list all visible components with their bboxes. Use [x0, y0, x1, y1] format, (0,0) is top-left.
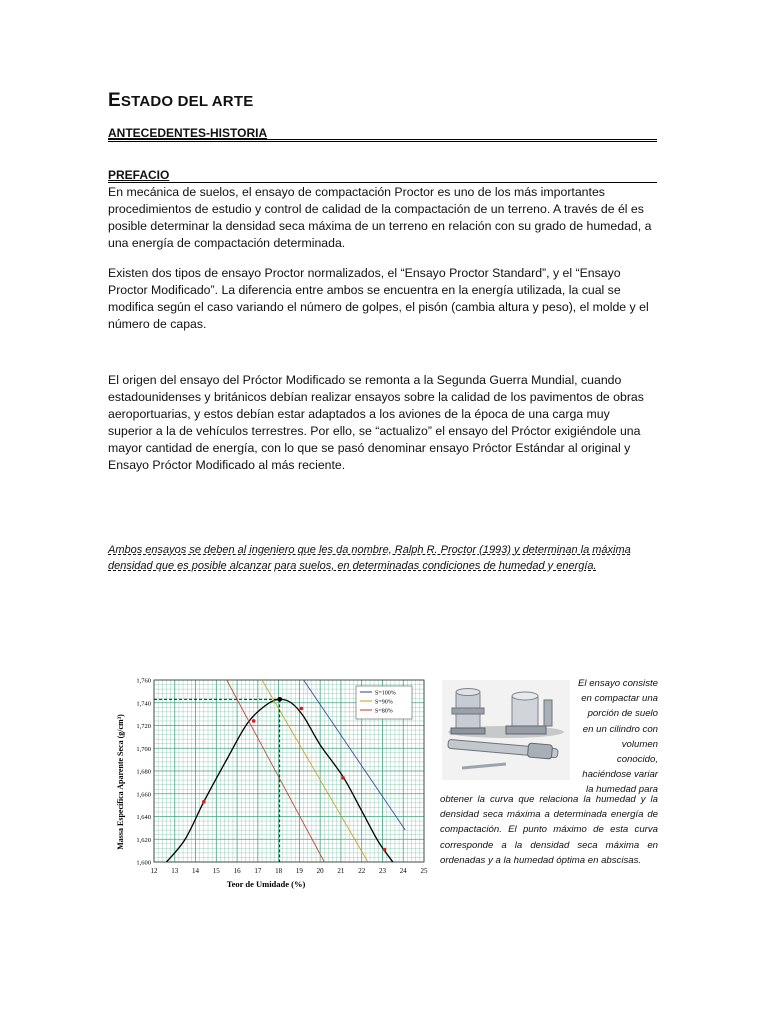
- caption-line: porción de suelo: [587, 708, 658, 720]
- caption-line: haciéndose variar: [582, 769, 658, 781]
- paragraph-3: El origen del ensayo del Próctor Modificado se remonta a la Segunda Guerra Mundial, cuando estadounidenses y británicos debían realizar ensayos sobre la calidad de los pavimentos de obras aeroportuarias, y estos debían estar adaptados a los aviones de la época de una carga muy superior a la de vehículos terrestres. Por ello, se “actualizo” el ensayo del Próctor exigiéndole una mayor cantidad de energía, con lo que se pasó denominar ensayo Próctor Estándar al original y Ensayo Próctor Modificado al más reciente.: [108, 373, 644, 472]
- data-point: [300, 707, 304, 711]
- divider: [108, 141, 657, 142]
- data-point: [202, 800, 206, 804]
- paragraph-2: Existen dos tipos de ensayo Proctor normalizados, el “Ensayo Proctor Standard”, y el “Ensayo Proctor Modificado”. La diferencia entre ambos se encuentra en la energía utilizada, la cual se modifica según el caso variando el número de golpes, el pisón (cambia altura y peso), el molde y el número de capas.: [108, 266, 649, 331]
- note-proctor: Ambos ensayos se deben al ingeniero que les da nombre, Ralph R. Proctor (1993) y determinan la máxima densidad que es posible alcanzar para suelos, en determinadas condiciones de humedad y energía.: [108, 544, 631, 572]
- page-title: ESTADO DEL ARTE: [108, 90, 254, 111]
- x-tick-label: 15: [212, 867, 220, 875]
- section-heading-antecedentes: ANTECEDENTES-HISTORIA: [108, 126, 268, 140]
- proctor-compaction-chart: [112, 670, 428, 898]
- divider: [108, 139, 657, 140]
- x-axis-label: Teor de Umidade (%): [226, 879, 306, 889]
- caption-line: la humedad para: [585, 784, 658, 796]
- x-tick-label: 12: [150, 867, 158, 875]
- x-tick-label: 16: [233, 867, 241, 875]
- y-tick-label: 1,760: [136, 677, 151, 685]
- y-tick-label: 1,660: [136, 791, 151, 799]
- x-tick-label: 19: [295, 867, 303, 875]
- paragraph-1: En mecánica de suelos, el ensayo de compactación Proctor es uno de los más importantes procedimientos de estudio y control de calidad de la compactación de un terreno. A través de él es posible determinar la densidad seca máxima de un terreno en relación con su grado de humedad, a una energía de compactación determinada.: [108, 185, 652, 250]
- x-tick-label: 14: [192, 867, 200, 875]
- data-point: [383, 848, 387, 852]
- y-tick-label: 1,740: [136, 700, 151, 708]
- legend-label: S=90%: [375, 699, 393, 706]
- caption-line: El ensayo consiste: [578, 678, 658, 689]
- x-tick-label: 17: [254, 867, 262, 875]
- chart-legend: [356, 686, 412, 719]
- proctor-mold-photo-icon: [442, 680, 570, 780]
- y-tick-label: 1,620: [136, 836, 151, 844]
- x-tick-label: 24: [399, 867, 407, 875]
- y-tick-label: 1,680: [136, 768, 151, 776]
- x-tick-label: 25: [420, 867, 428, 875]
- y-tick-label: 1,600: [136, 859, 151, 867]
- max-point: [277, 697, 282, 702]
- caption-line: conocido,: [616, 754, 658, 766]
- legend-label: S=80%: [375, 708, 393, 715]
- y-tick-label: 1,700: [136, 745, 151, 753]
- divider: [108, 182, 657, 183]
- y-tick-label: 1,720: [136, 723, 151, 730]
- data-point: [252, 719, 256, 723]
- caption-continued: obtener la curva que relaciona la humedad y la densidad seca máxima a determinada energía de compactación. El punto máximo de esta curva corresponde a la densidad seca máxima en ordenadas y a la humedad óptima en abscisas.: [440, 794, 658, 866]
- y-tick-label: 1,640: [136, 814, 151, 821]
- x-tick-label: 18: [275, 867, 283, 875]
- x-tick-label: 21: [337, 867, 345, 875]
- chart-caption: [560, 676, 658, 798]
- legend-label: S=100%: [375, 690, 396, 697]
- x-tick-label: 13: [171, 867, 179, 875]
- caption-line: volumen: [621, 738, 658, 750]
- x-tick-label: 20: [316, 867, 324, 875]
- section-heading-prefacio: PREFACIO: [108, 168, 170, 182]
- data-point: [341, 776, 345, 780]
- caption-line: en un cilindro con: [582, 723, 658, 735]
- x-tick-label: 22: [358, 867, 366, 875]
- caption-line: en compactar una: [581, 693, 658, 705]
- y-axis-label: Massa Específica Aparente Seca (g/cm³): [116, 714, 125, 850]
- x-tick-label: 23: [378, 867, 386, 875]
